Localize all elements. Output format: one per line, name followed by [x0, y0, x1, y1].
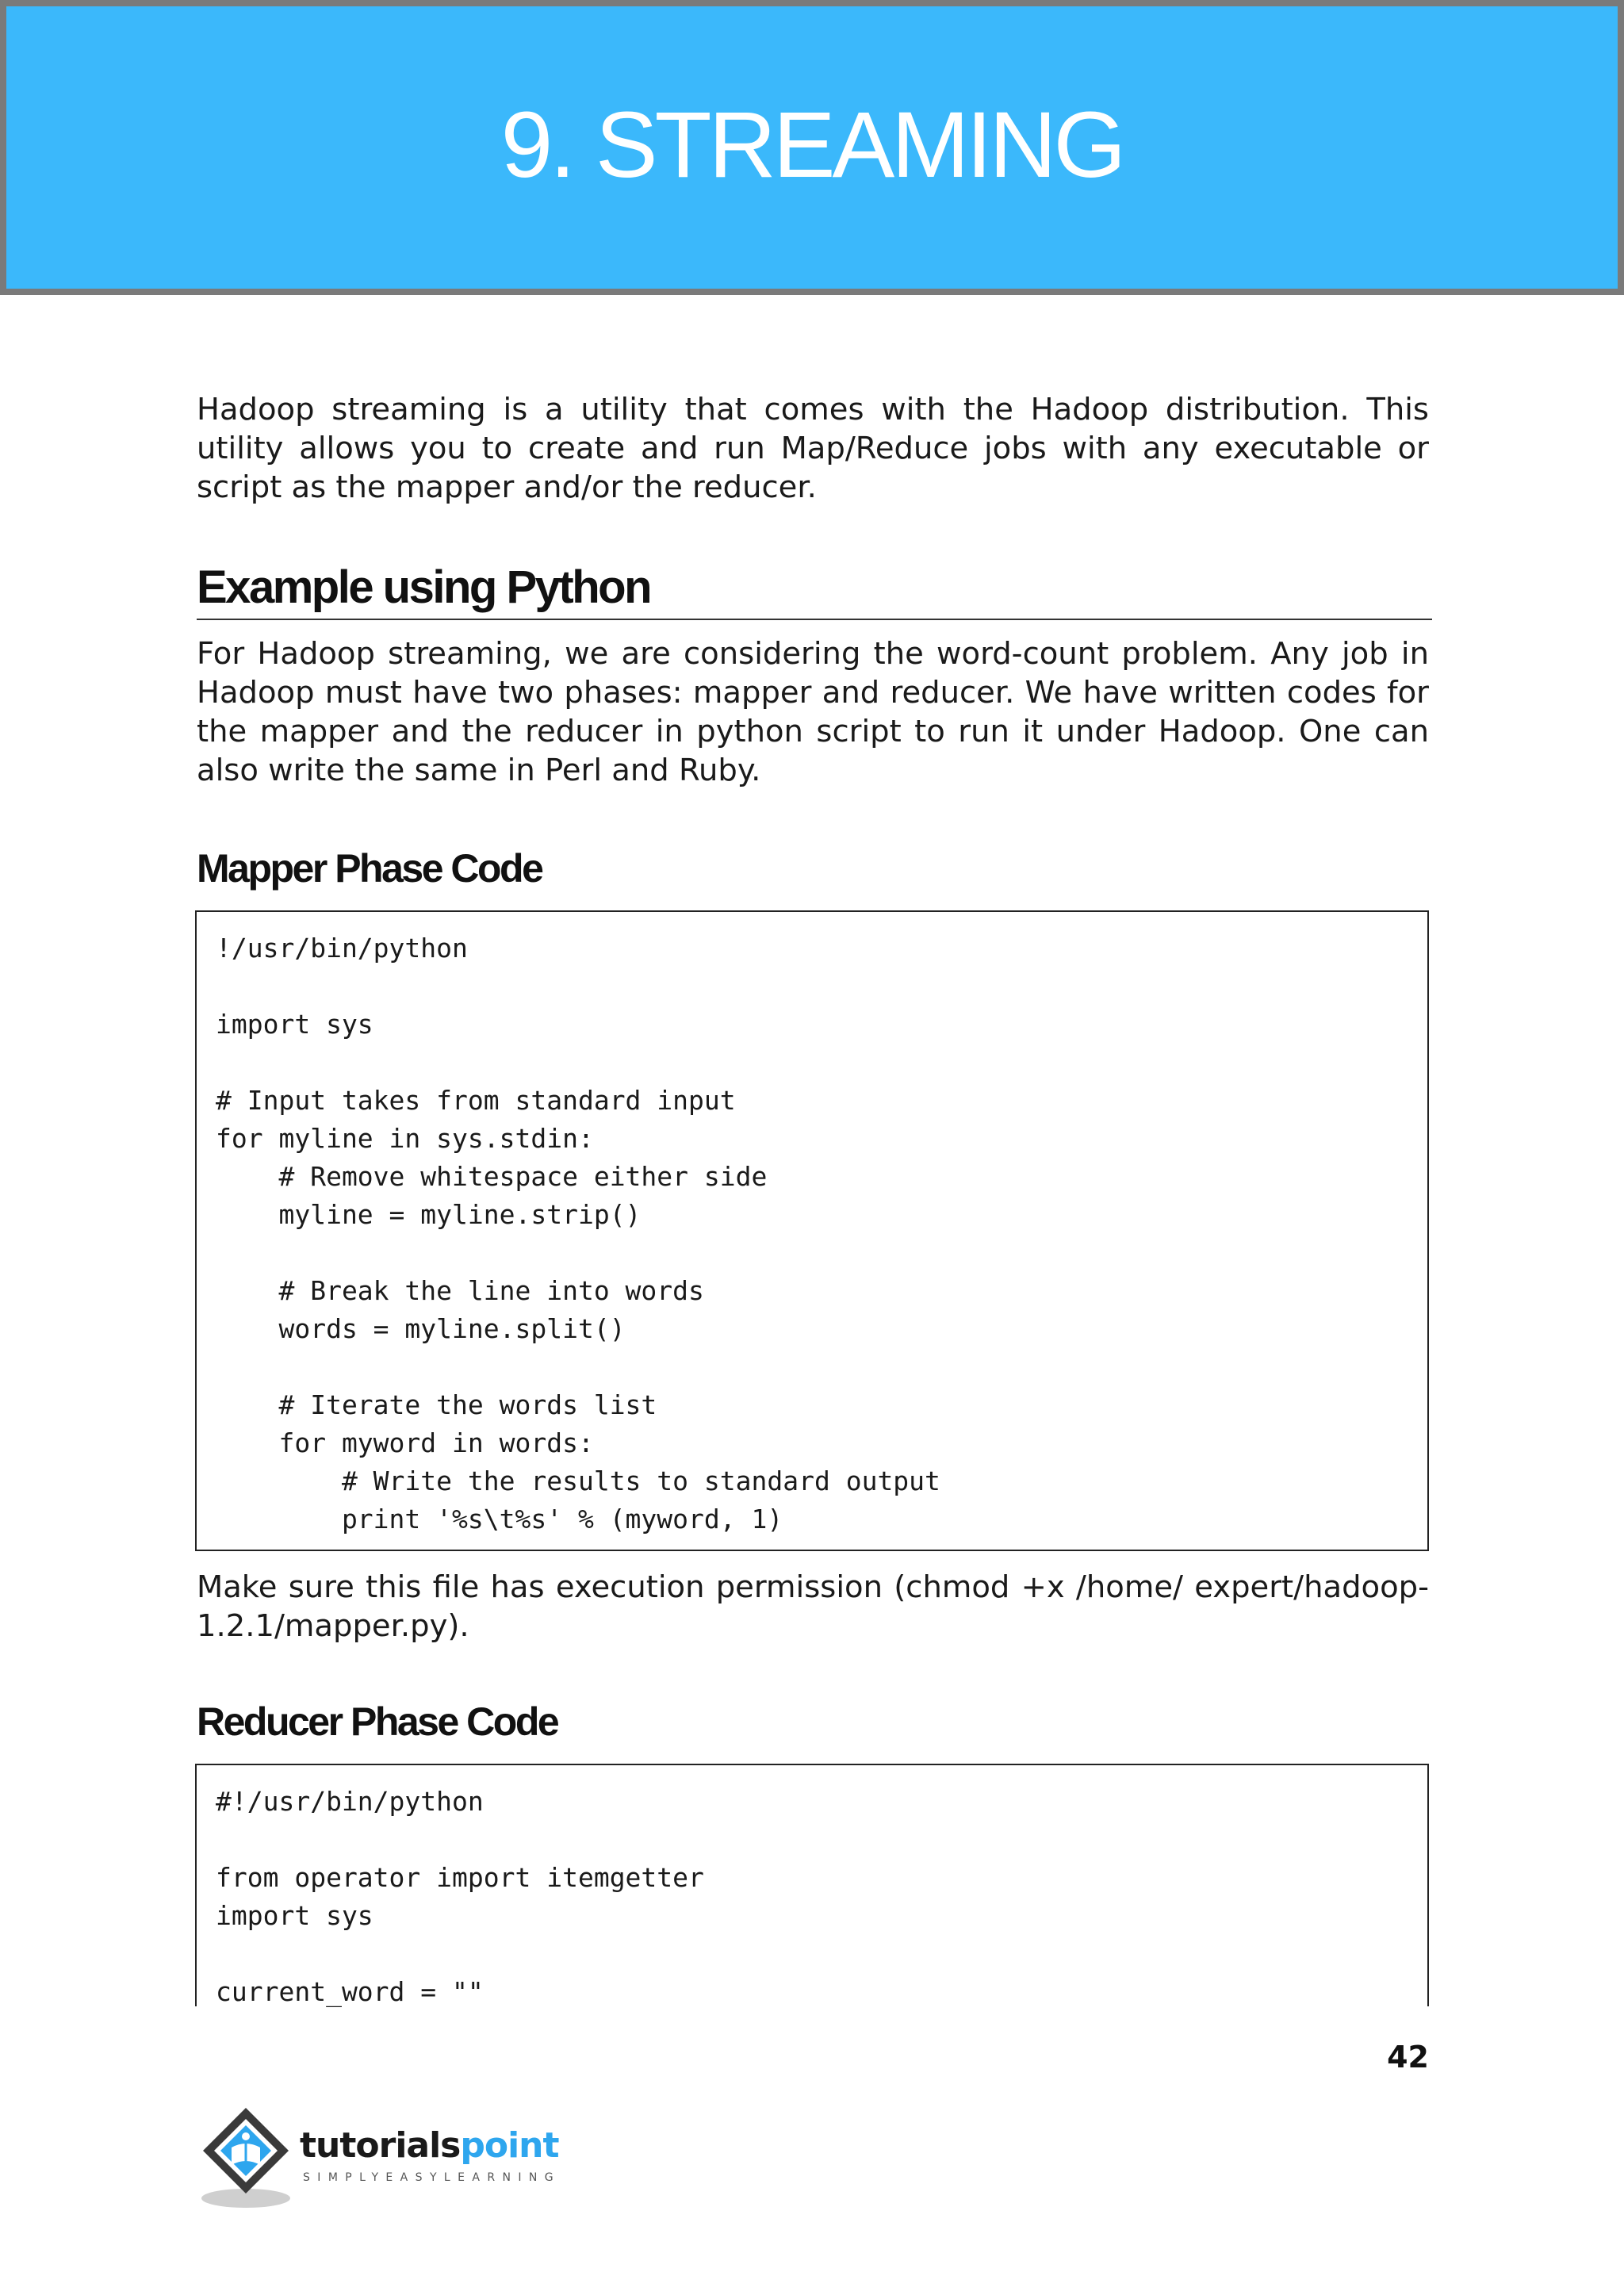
- mapper-code-line: # Remove whitespace either side: [216, 1161, 768, 1192]
- reducer-code-line: #!/usr/bin/python: [216, 1786, 484, 1817]
- mapper-code-line: [216, 1348, 1408, 1386]
- mapper-code-line: # Break the line into words: [216, 1275, 704, 1306]
- mapper-code-line: words = myline.split(): [216, 1313, 626, 1344]
- tutorialspoint-logo: [197, 2102, 577, 2213]
- mapper-code-line: for myline in sys.stdin:: [216, 1123, 594, 1154]
- reducer-code-block: [195, 1764, 1429, 2006]
- logo-wordmark: tutorialspoint: [300, 2125, 559, 2166]
- mapper-code-line: myline = myline.strip(): [216, 1199, 642, 1230]
- reducer-code-line: current_word = "": [216, 1976, 484, 2007]
- mapper-code-line: # Input takes from standard input: [216, 1085, 736, 1116]
- mapper-note: Make sure this file has execution permission (chmod +x /home/ expert/hadoop-1.2.1/mapper.py).: [197, 1569, 1429, 1644]
- intro-paragraph: Hadoop streaming is a utility that comes with the Hadoop distribution. This utility allows you to create and run Map/Reduce jobs with any executable or script as the mapper and/or the reducer.: [197, 392, 1429, 505]
- reducer-code-line: from operator import itemgetter: [216, 1862, 704, 1893]
- mapper-code-line: # Iterate the words list: [216, 1389, 657, 1420]
- page-number: 42: [1387, 2040, 1429, 2075]
- mapper-heading: Mapper Phase Code: [197, 846, 542, 891]
- mapper-code-line: for myword in words:: [216, 1427, 594, 1458]
- mapper-code-block: [195, 910, 1429, 1551]
- mapper-code-line: [216, 1044, 1408, 1082]
- reducer-heading: Reducer Phase Code: [197, 1699, 558, 1744]
- mapper-code-line: # Write the results to standard output: [216, 1466, 940, 1496]
- section-heading-example: Example using Python: [197, 561, 650, 613]
- mapper-code-line: !/usr/bin/python: [216, 933, 468, 964]
- mapper-code-line: [216, 967, 1408, 1006]
- logo-emblem-icon: [197, 2102, 300, 2213]
- reducer-code-line: import sys: [216, 1900, 373, 1931]
- reducer-code-line: [216, 1935, 1408, 1973]
- chapter-banner: [0, 0, 1624, 295]
- heading-underline: [197, 619, 1432, 620]
- mapper-code-line: import sys: [216, 1009, 373, 1040]
- example-paragraph: For Hadoop streaming, we are considering the word-count problem. Any job in Hadoop must have two phases: mapper and reducer. We have written codes for the mapper and the reducer in python script to run it under Hadoop. One can also write the same in Perl and Ruby.: [197, 636, 1429, 788]
- reducer-code-line: [216, 1821, 1408, 1859]
- mapper-code-line: [216, 1234, 1408, 1272]
- mapper-code-line: print '%s\t%s' % (myword, 1): [216, 1504, 783, 1534]
- chapter-title: 9. STREAMING: [500, 93, 1124, 197]
- logo-tagline: SIMPLYEASYLEARNING: [303, 2171, 561, 2184]
